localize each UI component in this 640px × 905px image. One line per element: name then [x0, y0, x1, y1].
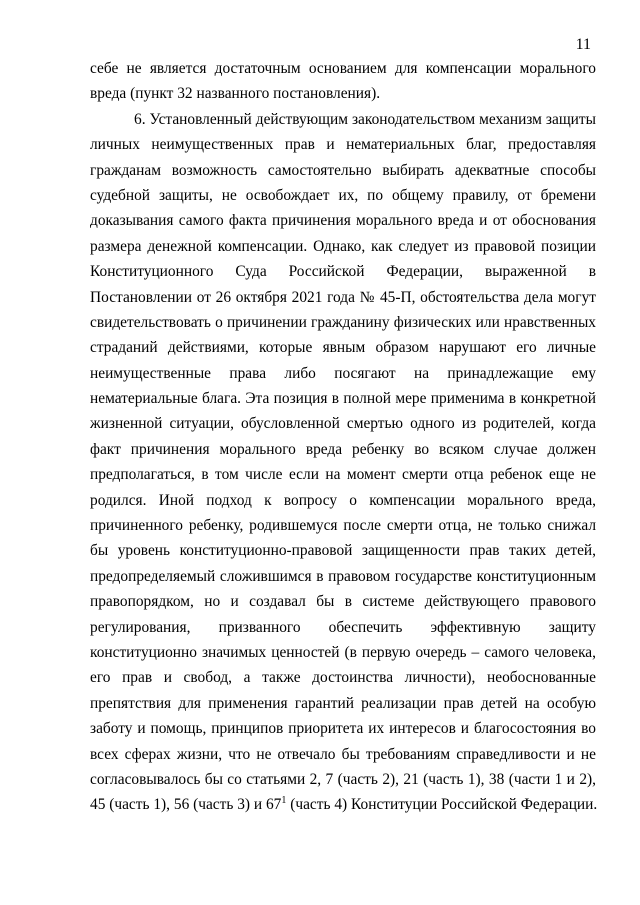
text-line: факт причинения морального вреда ребенку во всяком случае должен: [90, 440, 596, 458]
body-text: [90, 56, 596, 818]
text-line: страданий действиями, которые явным образом нарушают его личные: [90, 339, 596, 357]
text-line: конституционно значимых ценностей (в первую очередь – самого человека,: [90, 643, 596, 661]
text-fragment: 45 (часть 1), 56 (часть 3) и 67: [90, 796, 282, 814]
text-line: всех сферах жизни, что не отвечало бы требованиям справедливости и не: [90, 745, 596, 763]
text-line: себе не является достаточным основанием для компенсации морального: [90, 60, 596, 77]
text-line: вреда (пункт 32 названного постановления).: [90, 85, 381, 103]
text-line: свидетельствовать о причинении гражданину физических или нравственных: [90, 313, 596, 331]
text-fragment: (часть 4) Конституции Российской Федерации.: [286, 796, 598, 814]
text-line: размера денежной компенсации. Однако, как следует из правовой позиции: [90, 237, 596, 255]
text-line: согласовывалось бы со статьями 2, 7 (часть 2), 21 (часть 1), 38 (части 1 и 2),: [90, 770, 596, 788]
text-line: заботу и помощь, принципов приоритета их интересов и благосостояния во: [90, 720, 596, 738]
text-line: судебной защиты, не освобождает их, по общему правилу, от бремени: [90, 186, 596, 204]
text-line: правопорядком, но и создавал бы в системе действующего правового: [90, 593, 596, 611]
text-line: нематериальные блага. Эта позиция в полной мере применима в конкретной: [90, 390, 596, 408]
text-line: личных неимущественных прав и нематериальных благ, предоставляя: [90, 136, 596, 154]
text-line: предопределяемый сложившимся в правовом государстве конституционным: [90, 567, 596, 585]
text-line: неимущественные права либо посягают на принадлежащие ему: [90, 364, 596, 382]
text-line: бы уровень конституционно-правовой защищенности прав таких детей,: [90, 542, 596, 560]
text-line: причиненного ребенку, родившемуся после смерти отца, не только снижал: [90, 517, 596, 535]
text-line: его прав и свобод, а также достоинства личности), необоснованные: [90, 669, 596, 687]
article-superscript: 1: [281, 795, 287, 807]
text-line: доказывания самого факта причинения морального вреда и от обоснования: [90, 212, 596, 230]
text-line: 6. Установленный действующим законодательством механизм защиты: [134, 110, 596, 128]
text-line: жизненной ситуации, обусловленной смертью одного из родителей, когда: [90, 415, 596, 433]
text-line: регулирования, призванного обеспечить эффективную защиту: [90, 618, 596, 636]
text-line: [90, 792, 596, 817]
text-line: препятствия для применения гарантий реализации прав детей на особую: [90, 694, 596, 712]
text-line: предполагаться, в том числе если на момент смерти отца ребенок еще не: [90, 466, 596, 484]
text-line: родился. Иной подход к вопросу о компенсации морального вреда,: [90, 491, 596, 509]
text-line: Постановлении от 26 октября 2021 года № 45-П, обстоятельства дела могут: [90, 288, 596, 306]
text-line: гражданам возможность самостоятельно выбирать адекватные способы: [90, 161, 596, 179]
page-number: 11: [575, 36, 591, 53]
text-line: Конституционного Суда Российской Федерации, выраженной в: [90, 263, 596, 281]
